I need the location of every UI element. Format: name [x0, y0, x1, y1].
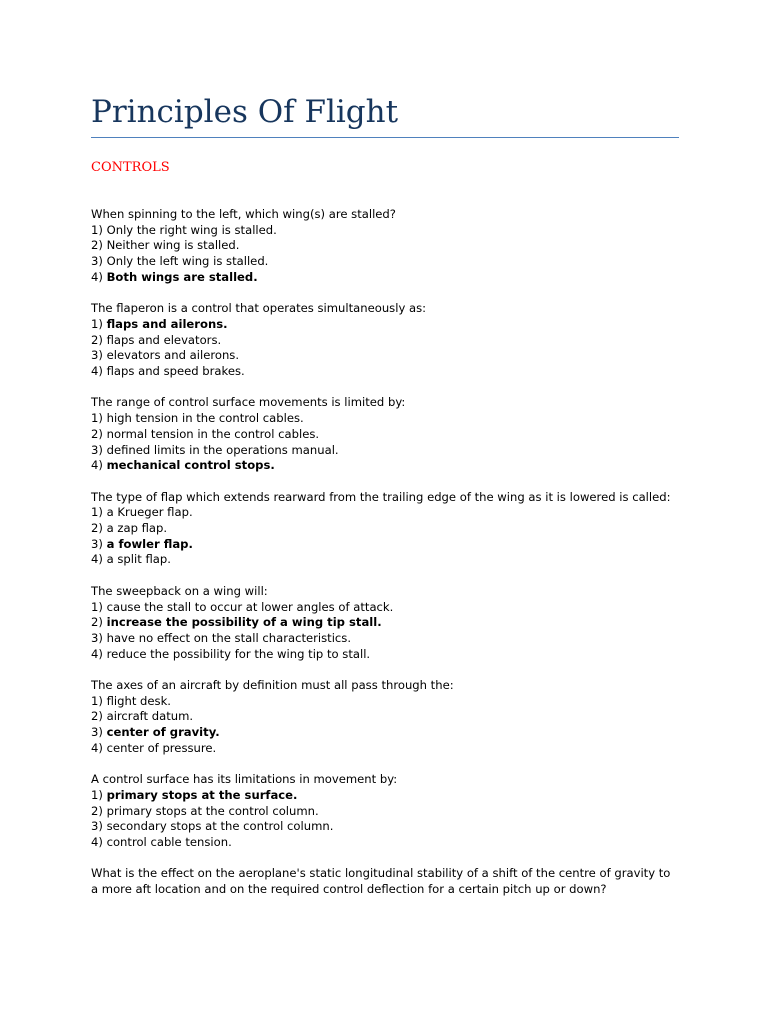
question-text: The flaperon is a control that operates simultaneously as: — [91, 301, 427, 316]
question-text: The range of control surface movements is limited by: — [91, 395, 406, 410]
title-divider — [91, 137, 679, 138]
option-text: Only the right wing is stalled. — [106, 222, 277, 237]
option-text: defined limits in the operations manual. — [106, 442, 339, 457]
option-text: center of pressure. — [106, 740, 217, 755]
option-number: 2) — [91, 521, 103, 536]
option-number: 3) — [91, 536, 103, 551]
option-number: 4) — [91, 740, 103, 755]
option-number: 2) — [91, 803, 103, 818]
option-text: Only the left wing is stalled. — [106, 254, 269, 269]
answer-option — [91, 223, 681, 239]
option-number: 3) — [91, 725, 103, 740]
answer-option — [91, 254, 681, 270]
option-number: 2) — [91, 426, 103, 441]
option-text: increase the possibility of a wing tip stall. — [106, 615, 382, 630]
answer-option — [91, 600, 681, 616]
option-number: 1) — [91, 599, 103, 614]
option-number: 1) — [91, 222, 103, 237]
option-number: 3) — [91, 630, 103, 645]
answer-option-correct — [91, 788, 681, 804]
question-block — [91, 678, 681, 757]
option-text: center of gravity. — [106, 725, 220, 740]
answer-option — [91, 521, 681, 537]
question-list — [91, 207, 681, 914]
option-text: control cable tension. — [106, 835, 232, 850]
answer-option — [91, 333, 681, 349]
question-text: The axes of an aircraft by definition must all pass through the: — [91, 678, 454, 693]
answer-option-correct — [91, 458, 681, 474]
answer-option — [91, 348, 681, 364]
answer-option-correct — [91, 725, 681, 741]
answer-option — [91, 709, 681, 725]
answer-option — [91, 835, 681, 851]
question-block — [91, 490, 681, 569]
option-text: have no effect on the stall characteristics. — [106, 630, 352, 645]
answer-option — [91, 647, 681, 663]
option-number: 4) — [91, 269, 103, 284]
option-text: flight desk. — [106, 693, 171, 708]
question-block — [91, 301, 681, 380]
answer-option — [91, 804, 681, 820]
option-number: 1) — [91, 505, 103, 520]
answer-option-correct — [91, 537, 681, 553]
answer-option — [91, 238, 681, 254]
question-block — [91, 866, 681, 897]
option-text: a split flap. — [106, 552, 171, 567]
question-text: A control surface has its limitations in movement by: — [91, 772, 398, 787]
option-text: reduce the possibility for the wing tip to stall. — [106, 646, 371, 661]
option-text: primary stops at the control column. — [106, 803, 319, 818]
question-text: The type of flap which extends rearward from the trailing edge of the wing as it is lowered is called: — [91, 489, 671, 504]
section-heading: CONTROLS — [91, 160, 170, 175]
option-text: high tension in the control cables. — [106, 411, 304, 426]
option-number: 4) — [91, 646, 103, 661]
option-text: mechanical control stops. — [106, 458, 275, 473]
option-number: 2) — [91, 615, 103, 630]
answer-option-correct — [91, 317, 681, 333]
document-title: Principles Of Flight — [91, 94, 399, 130]
answer-option — [91, 443, 681, 459]
option-number: 3) — [91, 819, 103, 834]
answer-option — [91, 631, 681, 647]
option-text: flaps and speed brakes. — [106, 364, 245, 379]
question-block — [91, 584, 681, 663]
answer-option-correct — [91, 270, 681, 286]
option-text: normal tension in the control cables. — [106, 426, 320, 441]
option-number: 2) — [91, 238, 103, 253]
option-number: 4) — [91, 552, 103, 567]
option-text: secondary stops at the control column. — [106, 819, 334, 834]
option-number: 4) — [91, 835, 103, 850]
answer-option — [91, 427, 681, 443]
answer-option — [91, 364, 681, 380]
option-number: 3) — [91, 254, 103, 269]
option-text: cause the stall to occur at lower angles of attack. — [106, 599, 394, 614]
answer-option — [91, 552, 681, 568]
question-text: When spinning to the left, which wing(s) are stalled? — [91, 207, 396, 221]
option-number: 4) — [91, 364, 103, 379]
option-number: 2) — [91, 709, 103, 724]
option-number: 3) — [91, 442, 103, 457]
option-text: flaps and elevators. — [106, 332, 222, 347]
question-block — [91, 772, 681, 851]
answer-option — [91, 505, 681, 521]
question-block — [91, 395, 681, 474]
option-number: 4) — [91, 458, 103, 473]
question-text: What is the effect on the aeroplane's static longitudinal stability of a shift of the centre of gravity to a more aft location and on the required control deflection for a certain pitch up or down? — [91, 866, 671, 897]
answer-option — [91, 694, 681, 710]
option-text: primary stops at the surface. — [106, 787, 298, 802]
answer-option — [91, 741, 681, 757]
option-text: a Krueger flap. — [106, 505, 193, 520]
option-text: Neither wing is stalled. — [106, 238, 240, 253]
option-number: 3) — [91, 348, 103, 363]
question-block — [91, 207, 681, 286]
option-text: a zap flap. — [106, 521, 168, 536]
option-text: a fowler flap. — [106, 536, 193, 551]
answer-option-correct — [91, 615, 681, 631]
option-text: Both wings are stalled. — [106, 269, 258, 284]
question-text: The sweepback on a wing will: — [91, 583, 268, 598]
answer-option — [91, 819, 681, 835]
option-number: 1) — [91, 787, 103, 802]
option-text: elevators and ailerons. — [106, 348, 240, 363]
option-number: 1) — [91, 316, 103, 331]
option-number: 1) — [91, 411, 103, 426]
option-text: aircraft datum. — [106, 709, 194, 724]
answer-option — [91, 411, 681, 427]
option-number: 1) — [91, 693, 103, 708]
option-text: flaps and ailerons. — [106, 316, 228, 331]
option-number: 2) — [91, 332, 103, 347]
